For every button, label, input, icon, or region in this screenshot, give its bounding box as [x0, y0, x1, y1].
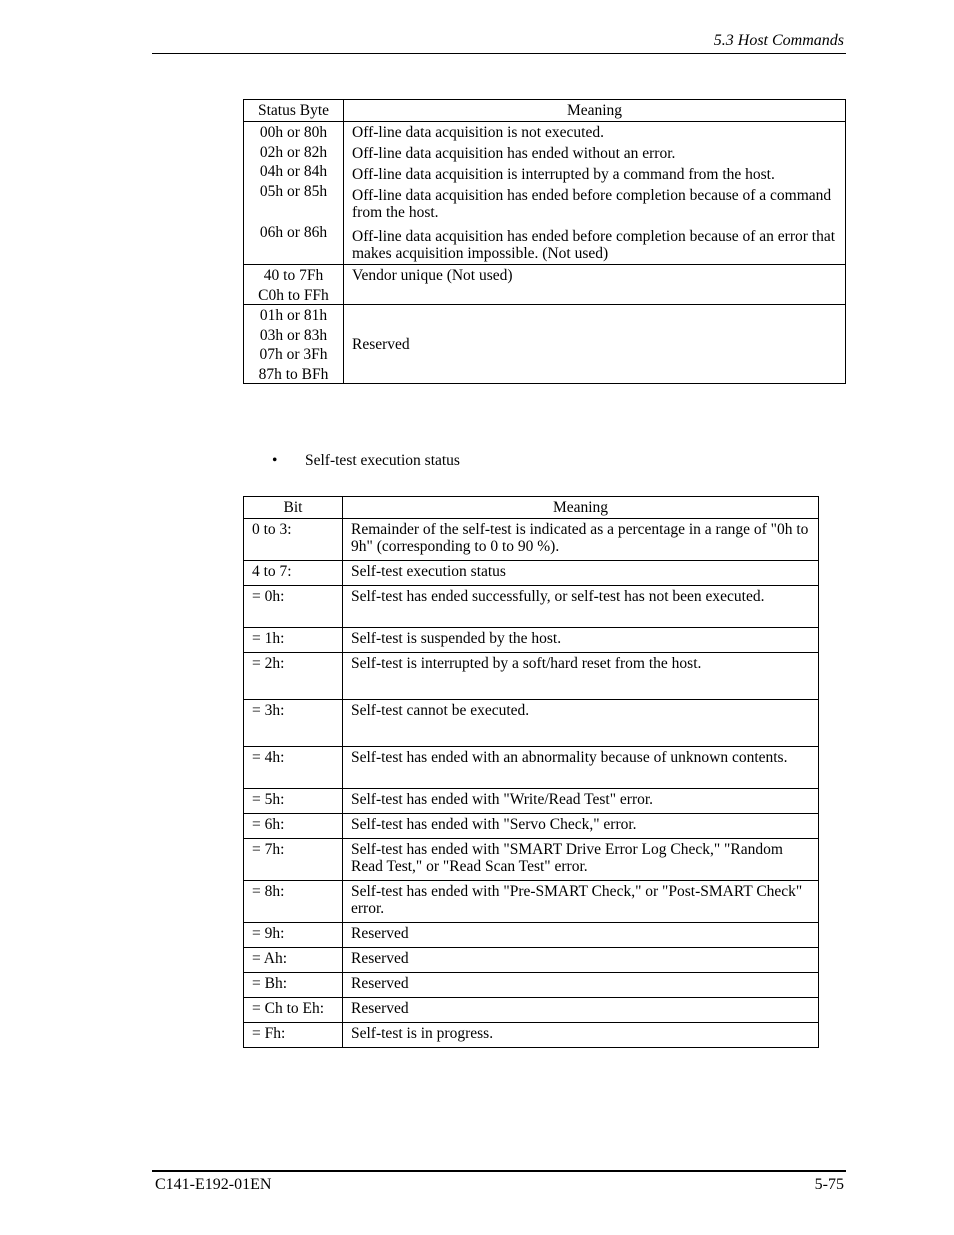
bit-cell: = 7h:: [244, 839, 343, 881]
meaning-text: Off-line data acquisition is interrupted by a command from the host.: [352, 166, 775, 183]
running-header: 5.3 Host Commands: [713, 32, 844, 49]
meaning-text: Off-line data acquisition has ended before completion because of an error that makes acquisition impossible. (Not used): [352, 228, 836, 262]
table-row-offline-status: [244, 122, 846, 265]
meaning-cell: Self-test is suspended by the host.: [343, 628, 819, 653]
table-row: [244, 628, 819, 653]
table-row: [244, 700, 819, 747]
table-header-row: [244, 497, 819, 519]
meaning-cell: Self-test is in progress.: [343, 1023, 819, 1048]
table-row: [244, 973, 819, 998]
table-row-reserved: [244, 305, 846, 384]
column-header-meaning: Meaning: [343, 497, 819, 519]
column-header-bit: Bit: [244, 497, 343, 519]
meaning-cell: Self-test is interrupted by a soft/hard reset from the host.: [343, 653, 819, 700]
footer-rule: [152, 1170, 846, 1172]
status-code: 02h or 82h: [259, 143, 328, 161]
meaning-cell: Self-test has ended with "Pre-SMART Check," or "Post-SMART Check" error.: [343, 881, 819, 923]
meaning-cell: Reserved: [343, 923, 819, 948]
page-number: 5-75: [814, 1176, 844, 1193]
meaning-text: Off-line data acquisition has ended before completion because of a command from the host.: [352, 187, 832, 221]
table-row: [244, 747, 819, 789]
status-code: 07h or 3Fh: [259, 346, 328, 363]
document-id: C141-E192-01EN: [155, 1176, 272, 1193]
meaning-text: Off-line data acquisition is not executed.: [352, 124, 604, 141]
bit-cell: = 1h:: [244, 628, 343, 653]
meaning-cell: Reserved: [343, 948, 819, 973]
column-header-status-byte: Status Byte: [244, 100, 344, 122]
bit-cell: = 0h:: [244, 586, 343, 628]
bit-cell: = 8h:: [244, 881, 343, 923]
bit-cell: = Ch to Eh:: [244, 998, 343, 1023]
table-row: [244, 923, 819, 948]
self-test-status-table: [243, 496, 819, 1048]
table-row: [244, 881, 819, 923]
bit-cell: 0 to 3:: [244, 519, 343, 561]
status-code: 40 to 7Fh: [263, 267, 324, 284]
status-code: 05h or 85h: [259, 182, 328, 200]
table-row: [244, 561, 819, 586]
status-code-cell: [244, 122, 344, 265]
meaning-text: Off-line data acquisition has ended without an error.: [352, 145, 676, 162]
table-row: [244, 839, 819, 881]
meaning-cell: Reserved: [343, 998, 819, 1023]
table-row: [244, 789, 819, 814]
table-row-vendor-unique: [244, 265, 846, 305]
meaning-cell: [344, 122, 846, 265]
meaning-cell: Self-test has ended with "Servo Check," error.: [343, 814, 819, 839]
status-code: 04h or 84h: [259, 163, 328, 180]
meaning-cell: Self-test has ended with "SMART Drive Error Log Check," "Random Read Test," or "Read Scan Test" error.: [343, 839, 819, 881]
meaning-cell: [344, 265, 846, 305]
table-row: [244, 586, 819, 628]
status-code: 00h or 80h: [259, 124, 328, 141]
bullet-item: [272, 452, 460, 470]
status-code: 87h to BFh: [258, 365, 329, 383]
status-code-cell: [244, 265, 344, 305]
meaning-cell: Reserved: [343, 973, 819, 998]
bullet-symbol: •: [272, 452, 278, 469]
bit-cell: = 6h:: [244, 814, 343, 839]
bullet-text: Self-test execution status: [305, 452, 460, 469]
status-code: 06h or 86h: [259, 223, 328, 241]
bit-cell: = 3h:: [244, 700, 343, 747]
meaning-text: Vendor unique (Not used): [352, 267, 513, 284]
meaning-cell: Self-test cannot be executed.: [343, 700, 819, 747]
status-code-cell: [244, 305, 344, 384]
header-rule: [152, 53, 846, 54]
bit-cell: = Ah:: [244, 948, 343, 973]
bit-cell: = Bh:: [244, 973, 343, 998]
table-row: [244, 519, 819, 561]
bit-cell: = 9h:: [244, 923, 343, 948]
status-byte-table: [243, 99, 846, 384]
bit-cell: = 5h:: [244, 789, 343, 814]
meaning-cell: Remainder of the self-test is indicated as a percentage in a range of "0h to 9h" (corresponding to 0 to 90 %).: [343, 519, 819, 561]
table-row: [244, 1023, 819, 1048]
bit-cell: = Fh:: [244, 1023, 343, 1048]
table-header-row: [244, 100, 846, 122]
meaning-cell: Self-test has ended with "Write/Read Test" error.: [343, 789, 819, 814]
status-code: C0h to FFh: [258, 286, 329, 304]
table-row: [244, 653, 819, 700]
table-row: [244, 948, 819, 973]
meaning-cell: Self-test has ended successfully, or self-test has not been executed.: [343, 586, 819, 628]
table-row: [244, 998, 819, 1023]
meaning-cell: [344, 305, 846, 384]
column-header-meaning: Meaning: [344, 100, 846, 122]
table-row: [244, 814, 819, 839]
bit-cell: = 4h:: [244, 747, 343, 789]
bit-cell: 4 to 7:: [244, 561, 343, 586]
meaning-cell: Self-test has ended with an abnormality because of unknown contents.: [343, 747, 819, 789]
meaning-cell: Self-test execution status: [343, 561, 819, 586]
meaning-text: Reserved: [352, 335, 410, 353]
bit-cell: = 2h:: [244, 653, 343, 700]
status-code: 03h or 83h: [259, 326, 328, 344]
status-code: 01h or 81h: [259, 307, 328, 324]
